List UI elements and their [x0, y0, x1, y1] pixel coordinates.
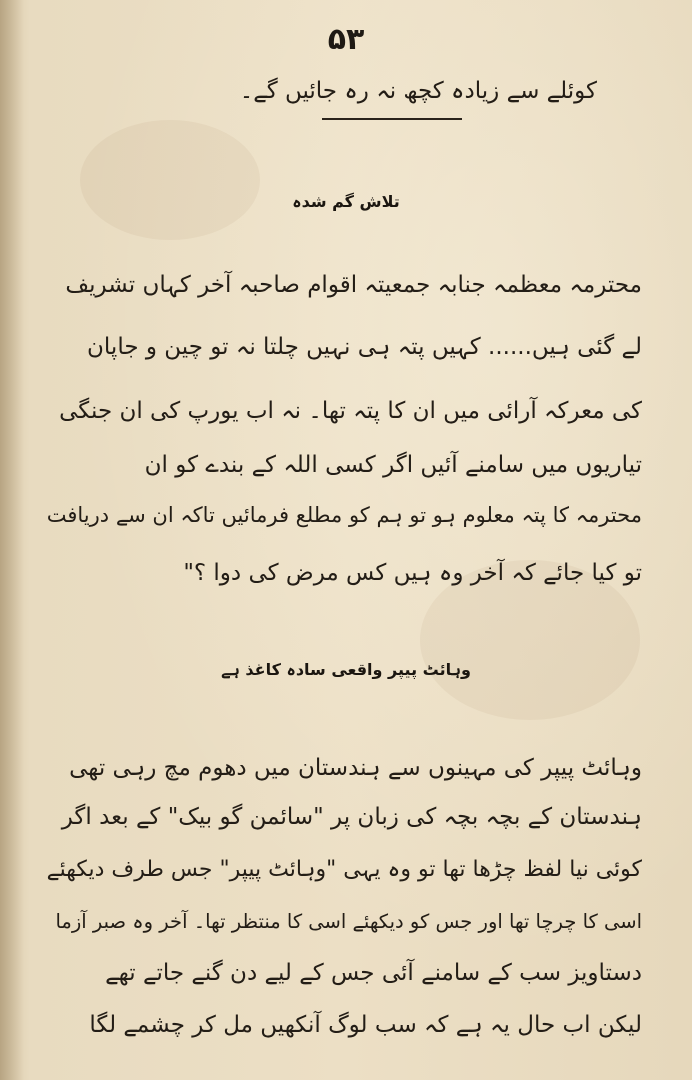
page-fold-shadow [0, 0, 24, 1080]
paragraph-line: لیکن اب حال یہ ہے کہ سب لوگ آنکھیں مل کر چشمے لگا [89, 1012, 642, 1038]
paragraph-line: لے گئی ہیں...... کہیں پتہ ہی نہیں چلتا نہ تو چین و جاپان [87, 334, 642, 360]
paragraph-line: ہندستان کے بچہ بچہ کی زبان پر "سائمن گو بیک" کے بعد اگر [61, 804, 642, 830]
intro-underline [322, 118, 462, 120]
paragraph-line: دستاویز سب کے سامنے آئی جس کے لیے دن گنے جاتے تھے [105, 960, 642, 986]
paragraph-line: اسی کا چرچا تھا اور جس کو دیکھئے اسی کا منتظر تھا۔ آخر وہ صبر آزما [55, 910, 642, 933]
intro-line: کوئلے سے زیادہ کچھ نہ رہ جائیں گے۔ [239, 78, 597, 104]
paragraph-line: محترمہ معظمہ جنابہ جمعیتہ اقوام صاحبہ آخر کہاں تشریف [65, 272, 642, 298]
section-heading-missing-person: تلاش گم شدہ [292, 192, 400, 211]
page-number: ۵۳ [327, 22, 365, 57]
section-heading-white-paper: وہائٹ پیپر واقعی سادہ کاغذ ہے [221, 660, 471, 679]
paragraph-line: کوئی نیا لفظ چڑھا تھا تو وہ یہی "وہائٹ پیپر" جس طرف دیکھئے [46, 857, 642, 882]
paragraph-line: محترمہ کا پتہ معلوم ہو تو ہم کو مطلع فرمائیں تاکہ ان سے دریافت [46, 503, 642, 527]
paragraph-line: کی معرکہ آرائی میں ان کا پتہ تھا۔ نہ اب یورپ کی ان جنگی [59, 398, 642, 424]
paragraph-line: تو کیا جائے کہ آخر وہ ہیں کس مرض کی دوا ؟" [183, 560, 642, 586]
paper-stain [80, 120, 260, 240]
paragraph-line: وہائٹ پیپر کی مہینوں سے ہندستان میں دھوم مچ رہی تھی [69, 755, 642, 781]
paragraph-line: تیاریوں میں سامنے آئیں اگر کسی اللہ کے بندے کو ان [144, 452, 642, 478]
